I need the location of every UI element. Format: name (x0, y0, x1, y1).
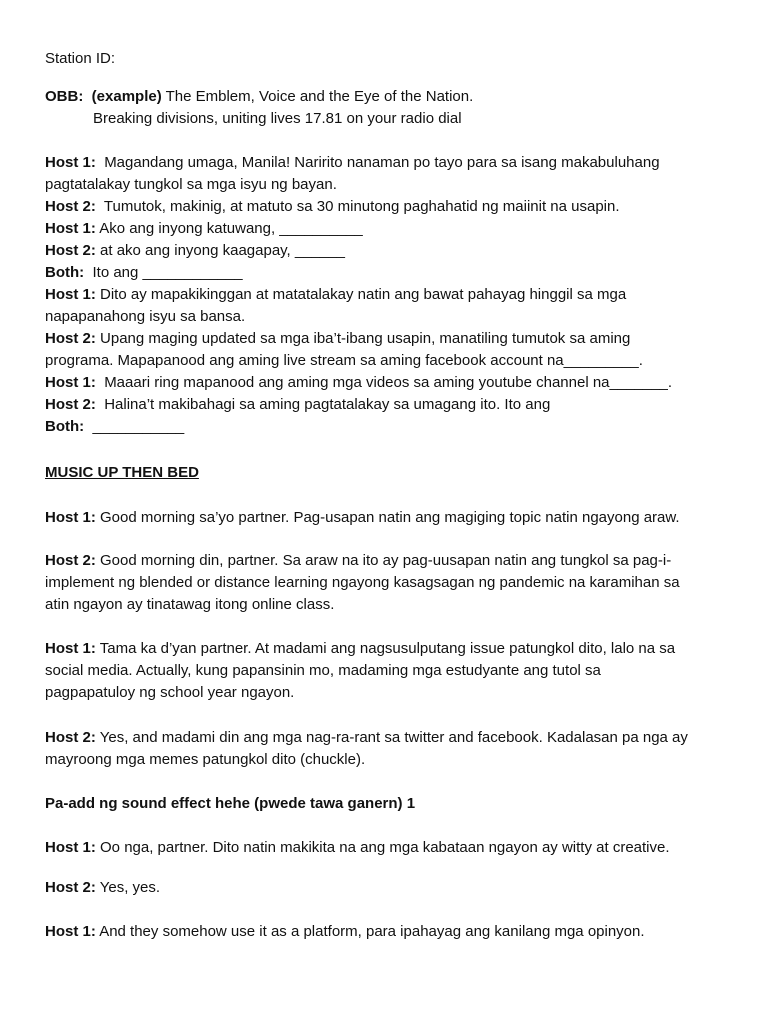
dialogue-entry (45, 837, 735, 859)
dialogue-text: Yes, yes. (99, 879, 161, 896)
speaker-label: Host 1: (45, 839, 96, 856)
intro-entry (45, 218, 735, 240)
speaker-label: Host 1: (45, 154, 96, 171)
speaker-label: Host 2: (45, 879, 96, 896)
speaker-label: Host 2: (45, 729, 96, 746)
speaker-label: Host 2: (45, 330, 96, 347)
music-cue-heading: MUSIC UP THEN BED (45, 464, 199, 481)
obb-line-1: The Emblem, Voice and the Eye of the Nation. (165, 88, 474, 105)
music-cue (45, 462, 735, 484)
dialogue-entry (45, 727, 735, 771)
dialogue-text: Yes, and madami din ang mga nag-ra-rant sa twitter and facebook. Kadalasan pa nga ay (99, 729, 688, 746)
intro-entry (45, 372, 735, 394)
dialogue-entry (45, 507, 735, 529)
obb-line-2: Breaking divisions, uniting lives 17.81 on your radio dial (93, 110, 462, 127)
intro-entry (45, 262, 735, 284)
obb-section (45, 86, 735, 130)
intro-section (45, 152, 735, 438)
speaker-label: Host 2: (45, 396, 96, 413)
dialogue-entry (45, 921, 735, 943)
speaker-label: Host 1: (45, 286, 96, 303)
station-id (45, 48, 735, 70)
speaker-label: Host 2: (45, 242, 96, 259)
dialogue-text: Magandang umaga, Manila! Naririto nanaman po tayo para sa isang makabuluhang (104, 154, 660, 171)
speaker-label: Host 2: (45, 552, 96, 569)
dialogue-text: mayroong mga memes patungkol dito (chuckle). (45, 751, 366, 768)
dialogue-text: napapanahong isyu sa bansa. (45, 308, 246, 325)
dialogue-text: Halina’t makibahagi sa aming pagtatalakay sa umagang ito. Ito ang (104, 396, 551, 413)
intro-entry (45, 240, 735, 262)
speaker-label: Host 1: (45, 923, 96, 940)
dialogue-text: Ito ang ____________ (92, 264, 243, 281)
intro-entry (45, 328, 735, 372)
dialogue-text: pagtatalakay tungkol sa mga isyu ng bayan. (45, 176, 337, 193)
dialogue-entry (45, 638, 735, 704)
intro-entry (45, 196, 735, 218)
dialogue-text: social media. Actually, kung papansinin mo, madaming mga estudyante ang tutol sa (45, 662, 601, 679)
intro-entry (45, 152, 735, 196)
speaker-label: Host 1: (45, 640, 96, 657)
dialogue-text: Good morning sa’yo partner. Pag-usapan natin ang magiging topic natin ngayong araw. (100, 509, 680, 526)
dialogue-text: ___________ (92, 418, 185, 435)
speaker-label: Host 1: (45, 509, 96, 526)
speaker-label: Host 1: (45, 374, 96, 391)
dialogue-text: Tumutok, makinig, at matuto sa 30 minutong paghahatid ng maiinit na usapin. (103, 198, 620, 215)
dialogue-text: Good morning din, partner. Sa araw na ito ay pag-uusapan natin ang tungkol sa pag-i- (100, 552, 672, 569)
station-id-label: Station ID: (45, 50, 116, 67)
dialogue-text: implement ng blended or distance learning ngayong kasagsagan ng pandemic na karamihan sa (45, 574, 680, 591)
speaker-label: Host 1: (45, 220, 96, 237)
dialogue-text: at ako ang inyong kaagapay, ______ (100, 242, 345, 259)
dialogue-text: Maaari ring mapanood ang aming mga videos sa aming youtube channel na_______. (104, 374, 673, 391)
dialogue-text: And they somehow use it as a platform, para ipahayag ang kanilang mga opinyon. (99, 923, 645, 940)
intro-entry (45, 394, 735, 416)
sound-cue-text: Pa-add ng sound effect hehe (pwede tawa ganern) 1 (45, 795, 416, 812)
dialogue-entry (45, 550, 735, 616)
obb-tag: (example) (91, 88, 162, 105)
dialogue-text: Upang maging updated sa mga iba’t-ibang usapin, manatiling tumutok sa aming (100, 330, 631, 347)
speaker-label: Host 2: (45, 198, 96, 215)
obb-label: OBB: (45, 88, 84, 105)
dialogue-text: Ako ang inyong katuwang, __________ (99, 220, 363, 237)
speaker-label: Both: (45, 264, 85, 281)
dialogue-text: programa. Mapapanood ang aming live stream sa aming facebook account na_________. (45, 352, 643, 369)
intro-entry (45, 416, 735, 438)
dialogue-text: pagpapatuloy ng school year ngayon. (45, 684, 295, 701)
speaker-label: Both: (45, 418, 85, 435)
dialogue-entry (45, 877, 735, 899)
dialogue-text: atin ngayon ay tinatawag itong online class. (45, 596, 335, 613)
dialogue-text: Oo nga, partner. Dito natin makikita na ang mga kabataan ngayon ay witty at creative. (100, 839, 670, 856)
dialogue-text: Tama ka d’yan partner. At madami ang nagsusulputang issue patungkol dito, lalo na sa (99, 640, 676, 657)
intro-entry (45, 284, 735, 328)
sound-cue (45, 793, 735, 815)
dialogue-text: Dito ay mapakikinggan at matatalakay natin ang bawat pahayag hinggil sa mga (100, 286, 627, 303)
